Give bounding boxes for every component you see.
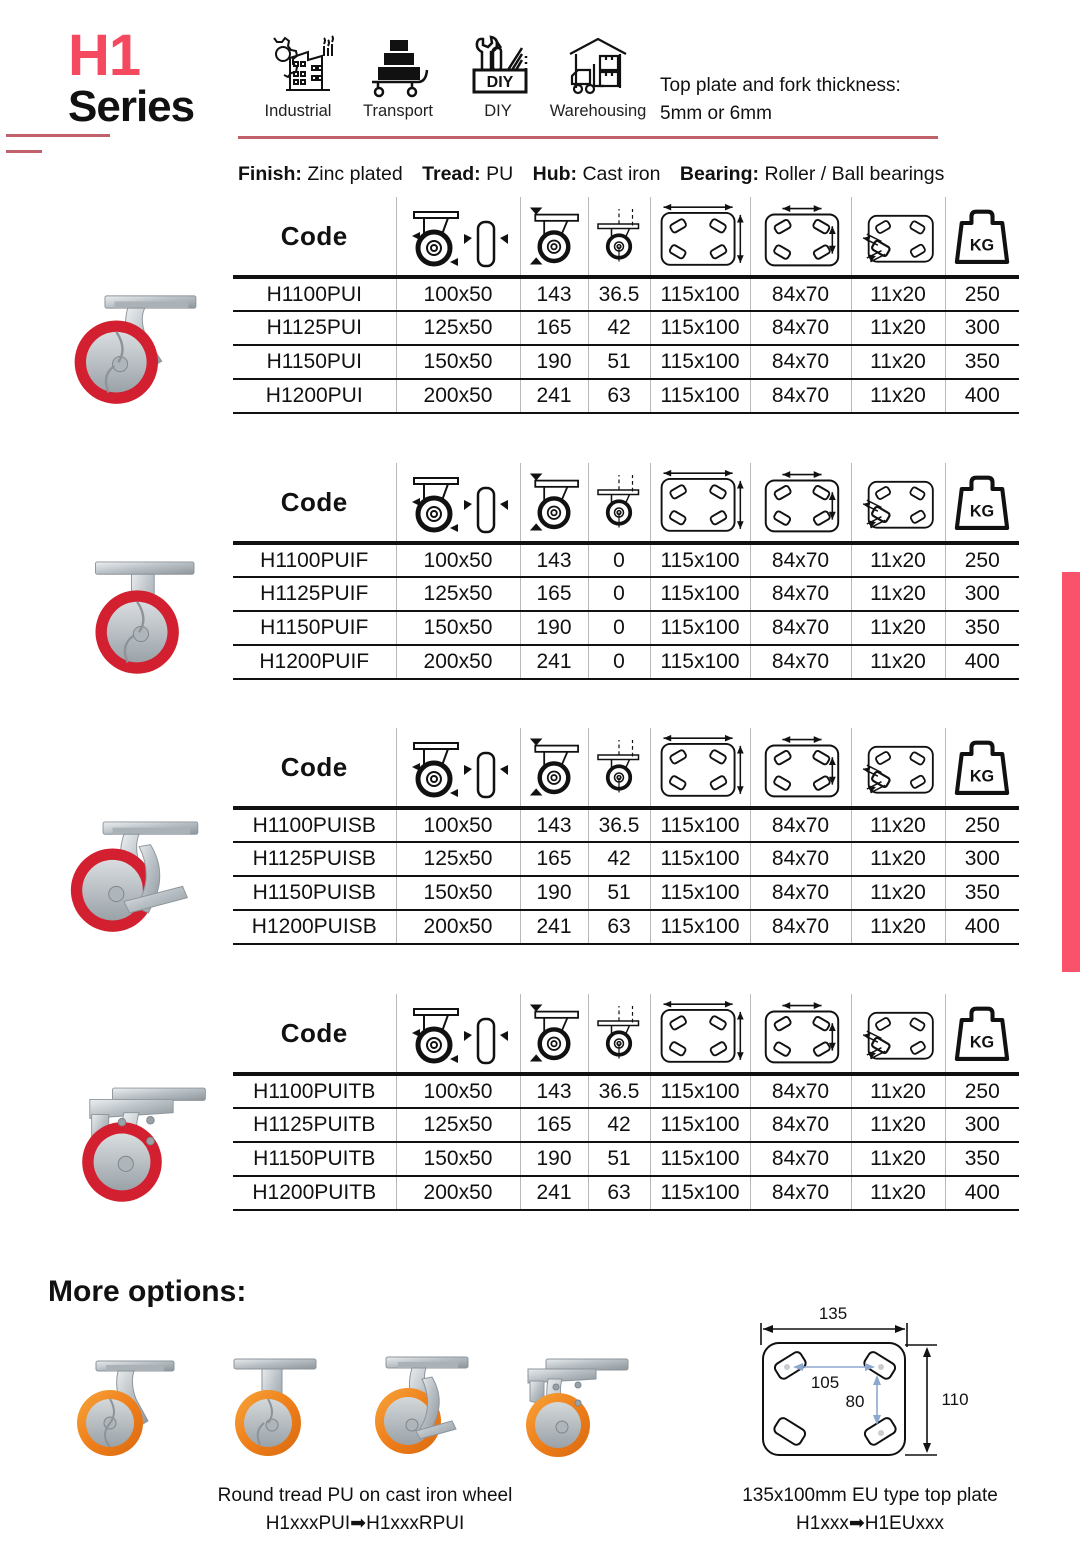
cell-top-plate: 115x100	[650, 808, 750, 842]
cell-swivel-offset: 63	[588, 1176, 650, 1210]
cell-bolt-hole: 11x20	[851, 808, 945, 842]
column-header-bolt-hole-size-icon	[851, 463, 945, 543]
table-row	[233, 543, 1019, 577]
cell-swivel-offset: 36.5	[588, 808, 650, 842]
cell-overall-height: 190	[520, 1142, 588, 1176]
cell-wheel-size: 125x50	[396, 577, 520, 611]
overall-height-icon	[521, 464, 588, 540]
top-plate-size-icon	[651, 464, 750, 540]
cell-overall-height: 143	[520, 543, 588, 577]
brand-code: H1	[68, 23, 141, 88]
cell-code: H1125PUISB	[233, 842, 396, 876]
round-tread-code-from: H1xxxPUI	[265, 1512, 351, 1534]
svg-text:KG: KG	[970, 236, 995, 255]
cell-swivel-offset: 36.5	[588, 277, 650, 311]
svg-text:DIY: DIY	[486, 74, 514, 91]
swivel-offset-icon	[589, 729, 650, 805]
spec-table-fixed	[233, 463, 1019, 680]
column-header-wheel-size-icon	[396, 994, 520, 1074]
round-tread-caption	[60, 1482, 670, 1537]
eu-plate-caption	[700, 1482, 1040, 1537]
cell-bolt-hole: 11x20	[851, 1142, 945, 1176]
table-row	[233, 1176, 1019, 1210]
spec-finish-label: Finish:	[238, 163, 302, 185]
round-tread-side-brake-photo	[375, 1357, 468, 1454]
cell-bolt-pattern: 84x70	[750, 379, 851, 413]
cell-top-plate: 115x100	[650, 1142, 750, 1176]
cell-swivel-offset: 42	[588, 1108, 650, 1142]
bolt-hole-size-icon	[852, 198, 945, 274]
cell-bolt-pattern: 84x70	[750, 277, 851, 311]
top-plate-size-icon	[651, 995, 750, 1071]
brand-rule-short	[6, 150, 42, 153]
column-header-code: Code	[280, 220, 348, 251]
eu-plate-code-from: H1xxx	[796, 1512, 849, 1534]
table-row	[233, 311, 1019, 345]
column-header-code: Code	[280, 486, 348, 517]
cell-swivel-offset: 0	[588, 645, 650, 679]
cell-bolt-pattern: 84x70	[750, 842, 851, 876]
spec-table-swivel	[233, 197, 1019, 414]
cell-swivel-offset: 0	[588, 543, 650, 577]
application-warehousing-label: Warehousing	[549, 102, 647, 120]
cell-overall-height: 190	[520, 611, 588, 645]
application-industrial-label: Industrial	[264, 102, 332, 120]
cell-wheel-size: 100x50	[396, 808, 520, 842]
bolt-hole-pattern-icon	[751, 729, 851, 805]
column-header-overall-height-icon	[520, 197, 588, 277]
spec-tread-value: PU	[486, 163, 514, 185]
brand-block	[68, 23, 238, 132]
column-header-bolt-hole-pattern-icon	[750, 728, 851, 808]
cell-swivel-offset: 0	[588, 611, 650, 645]
cell-swivel-offset: 63	[588, 910, 650, 944]
cell-top-plate: 115x100	[650, 345, 750, 379]
round-tread-code-to: H1xxxRPUI	[366, 1512, 465, 1534]
column-header-bolt-hole-pattern-icon	[750, 463, 851, 543]
round-tread-fixed-photo	[234, 1359, 316, 1456]
svg-text:KG: KG	[970, 767, 995, 786]
cell-bolt-pattern: 84x70	[750, 611, 851, 645]
table-row	[233, 645, 1019, 679]
application-icon-bar	[248, 34, 648, 121]
cell-bolt-hole: 11x20	[851, 611, 945, 645]
cell-wheel-size: 150x50	[396, 611, 520, 645]
column-header-load-capacity	[945, 994, 1019, 1074]
cell-wheel-size: 100x50	[396, 1074, 520, 1108]
spec-table-swivel-total-brake	[233, 994, 1019, 1211]
cell-swivel-offset: 36.5	[588, 1074, 650, 1108]
column-header-overall-height-icon	[520, 463, 588, 543]
load-capacity-kg-icon	[946, 466, 1020, 538]
round-tread-total-brake-photo	[526, 1359, 628, 1457]
top-plate-size-icon	[651, 198, 750, 274]
cell-overall-height: 241	[520, 1176, 588, 1210]
cell-bolt-hole: 11x20	[851, 577, 945, 611]
cell-top-plate: 115x100	[650, 277, 750, 311]
cell-bolt-hole: 11x20	[851, 876, 945, 910]
cell-load-capacity: 400	[945, 645, 1019, 679]
wheel-size-icon	[397, 995, 520, 1071]
cell-bolt-pattern: 84x70	[750, 876, 851, 910]
column-header-wheel-size-icon	[396, 463, 520, 543]
bolt-hole-pattern-icon	[751, 198, 851, 274]
svg-text:KG: KG	[970, 1033, 995, 1052]
cell-wheel-size: 200x50	[396, 910, 520, 944]
cell-bolt-hole: 11x20	[851, 379, 945, 413]
swivel-caster-photo	[50, 272, 230, 422]
diy-tools-icon	[448, 34, 548, 100]
column-header-top-plate-size-icon	[650, 463, 750, 543]
cell-top-plate: 115x100	[650, 577, 750, 611]
application-industrial	[248, 34, 348, 121]
top-plate-thickness-line2: 5mm or 6mm	[660, 102, 772, 124]
cell-top-plate: 115x100	[650, 910, 750, 944]
swivel-side-brake-caster-photo	[50, 800, 230, 950]
cell-swivel-offset: 42	[588, 311, 650, 345]
spec-table-header-row	[233, 994, 1019, 1074]
cell-swivel-offset: 51	[588, 876, 650, 910]
cell-load-capacity: 250	[945, 543, 1019, 577]
table-row	[233, 1142, 1019, 1176]
cell-wheel-size: 100x50	[396, 277, 520, 311]
cell-wheel-size: 125x50	[396, 842, 520, 876]
cell-swivel-offset: 0	[588, 577, 650, 611]
top-plate-size-icon	[651, 729, 750, 805]
cell-load-capacity: 400	[945, 910, 1019, 944]
column-header-bolt-hole-size-icon	[851, 994, 945, 1074]
column-header-bolt-hole-pattern-icon	[750, 197, 851, 277]
cell-swivel-offset: 51	[588, 345, 650, 379]
cell-code: H1200PUITB	[233, 1176, 396, 1210]
column-header-bolt-hole-pattern-icon	[750, 994, 851, 1074]
wheel-size-icon	[397, 198, 520, 274]
cell-code: H1100PUI	[233, 277, 396, 311]
cell-code: H1150PUITB	[233, 1142, 396, 1176]
application-transport	[348, 34, 448, 121]
cell-swivel-offset: 42	[588, 842, 650, 876]
cell-overall-height: 165	[520, 577, 588, 611]
cell-top-plate: 115x100	[650, 876, 750, 910]
bolt-hole-size-icon	[852, 995, 945, 1071]
cell-bolt-hole: 11x20	[851, 910, 945, 944]
application-diy-label: DIY	[484, 102, 512, 120]
round-tread-caster-photos	[60, 1345, 670, 1475]
factory-icon	[248, 34, 348, 100]
cell-overall-height: 143	[520, 1074, 588, 1108]
cell-overall-height: 241	[520, 645, 588, 679]
material-spec-line	[238, 163, 944, 186]
cell-bolt-hole: 11x20	[851, 1176, 945, 1210]
brand-rule-long	[6, 134, 110, 137]
bolt-hole-size-icon	[852, 729, 945, 805]
forklift-icon	[548, 34, 648, 100]
table-row	[233, 808, 1019, 842]
round-tread-caption-line1: Round tread PU on cast iron wheel	[217, 1485, 513, 1506]
cell-overall-height: 143	[520, 808, 588, 842]
column-header-swivel-offset-icon	[588, 197, 650, 277]
column-header-top-plate-size-icon	[650, 728, 750, 808]
column-header-overall-height-icon	[520, 994, 588, 1074]
cell-load-capacity: 250	[945, 1074, 1019, 1108]
cell-bolt-hole: 11x20	[851, 543, 945, 577]
bolt-hole-pattern-icon	[751, 995, 851, 1071]
cell-top-plate: 115x100	[650, 379, 750, 413]
column-header-load-capacity	[945, 463, 1019, 543]
eu-plate-dim-height: 110	[941, 1390, 969, 1409]
cell-overall-height: 165	[520, 311, 588, 345]
application-diy	[448, 34, 548, 121]
spec-hub-value: Cast iron	[582, 163, 661, 185]
cell-top-plate: 115x100	[650, 645, 750, 679]
column-header-swivel-offset-icon	[588, 728, 650, 808]
cell-overall-height: 241	[520, 910, 588, 944]
cell-bolt-hole: 11x20	[851, 311, 945, 345]
column-header-top-plate-size-icon	[650, 994, 750, 1074]
cell-load-capacity: 350	[945, 345, 1019, 379]
swivel-offset-icon	[589, 198, 650, 274]
cell-code: H1150PUISB	[233, 876, 396, 910]
page-header	[0, 0, 1040, 185]
cell-swivel-offset: 51	[588, 1142, 650, 1176]
cell-load-capacity: 250	[945, 808, 1019, 842]
cell-top-plate: 115x100	[650, 1074, 750, 1108]
eu-plate-code-to: H1EUxxx	[864, 1512, 944, 1534]
top-plate-thickness-note	[660, 72, 901, 127]
cell-code: H1100PUIF	[233, 543, 396, 577]
spec-table	[233, 994, 1019, 1211]
cell-bolt-hole: 11x20	[851, 1108, 945, 1142]
spec-table-swivel-side-brake	[233, 728, 1019, 945]
bolt-hole-size-icon	[852, 464, 945, 540]
cell-top-plate: 115x100	[650, 1108, 750, 1142]
cell-load-capacity: 300	[945, 842, 1019, 876]
cell-code: H1125PUIF	[233, 577, 396, 611]
column-header-load-capacity	[945, 728, 1019, 808]
table-row	[233, 842, 1019, 876]
cell-code: H1100PUISB	[233, 808, 396, 842]
cell-wheel-size: 150x50	[396, 345, 520, 379]
eu-plate-caption-line1: 135x100mm EU type top plate	[742, 1485, 998, 1506]
spec-hub-label: Hub:	[532, 163, 578, 185]
cell-bolt-pattern: 84x70	[750, 645, 851, 679]
overall-height-icon	[521, 198, 588, 274]
column-header-swivel-offset-icon	[588, 994, 650, 1074]
cell-wheel-size: 125x50	[396, 311, 520, 345]
table-row	[233, 910, 1019, 944]
top-plate-thickness-line1: Top plate and fork thickness:	[660, 75, 901, 96]
cell-bolt-pattern: 84x70	[750, 910, 851, 944]
table-row	[233, 1074, 1019, 1108]
cell-wheel-size: 200x50	[396, 645, 520, 679]
spec-bearing-label: Bearing:	[679, 163, 760, 185]
cell-code: H1125PUITB	[233, 1108, 396, 1142]
round-tread-caption-line2	[60, 1510, 670, 1538]
cell-bolt-pattern: 84x70	[750, 345, 851, 379]
cell-code: H1200PUI	[233, 379, 396, 413]
cell-overall-height: 143	[520, 277, 588, 311]
column-header-code: Code	[280, 1017, 348, 1048]
column-header-top-plate-size-icon	[650, 197, 750, 277]
page-edge-tab	[1062, 572, 1080, 972]
eu-plate-dim-bolt-x: 105	[810, 1373, 840, 1392]
application-warehousing	[548, 34, 648, 121]
more-options-title: More options:	[48, 1275, 247, 1308]
table-row	[233, 577, 1019, 611]
cell-code: H1200PUISB	[233, 910, 396, 944]
cell-overall-height: 190	[520, 876, 588, 910]
cell-overall-height: 241	[520, 379, 588, 413]
cell-load-capacity: 250	[945, 277, 1019, 311]
eu-plate-dim-width: 135	[818, 1304, 848, 1323]
cell-top-plate: 115x100	[650, 611, 750, 645]
cell-load-capacity: 300	[945, 577, 1019, 611]
column-header-bolt-hole-size-icon	[851, 728, 945, 808]
cell-bolt-pattern: 84x70	[750, 1176, 851, 1210]
brand-series: Series	[68, 82, 195, 132]
application-transport-label: Transport	[363, 102, 433, 120]
header-rule	[238, 136, 938, 139]
swivel-total-brake-caster-photo	[50, 1068, 230, 1218]
round-tread-swivel-photo	[77, 1361, 174, 1456]
table-row	[233, 345, 1019, 379]
cell-load-capacity: 400	[945, 379, 1019, 413]
cell-bolt-hole: 11x20	[851, 277, 945, 311]
more-options-photo-row	[60, 1345, 670, 1475]
spec-table	[233, 463, 1019, 680]
cell-top-plate: 115x100	[650, 842, 750, 876]
table-row	[233, 379, 1019, 413]
cell-wheel-size: 100x50	[396, 543, 520, 577]
cell-bolt-pattern: 84x70	[750, 311, 851, 345]
table-row	[233, 277, 1019, 311]
cell-code: H1200PUIF	[233, 645, 396, 679]
cell-overall-height: 190	[520, 345, 588, 379]
overall-height-icon	[521, 995, 588, 1071]
fixed-caster-photo	[50, 540, 230, 690]
cell-code: H1125PUI	[233, 311, 396, 345]
trolley-icon	[348, 34, 448, 100]
eu-plate-dim-bolt-y: 80	[845, 1392, 865, 1411]
arrow-right-icon: ➡	[848, 1512, 865, 1534]
cell-wheel-size: 200x50	[396, 379, 520, 413]
spec-finish-value: Zinc plated	[307, 163, 403, 185]
spec-bearing-value: Roller / Ball bearings	[764, 163, 945, 185]
load-capacity-kg-icon	[946, 731, 1020, 803]
cell-top-plate: 115x100	[650, 311, 750, 345]
column-header-code: Code	[280, 751, 348, 782]
cell-bolt-hole: 11x20	[851, 345, 945, 379]
cell-wheel-size: 150x50	[396, 1142, 520, 1176]
cell-bolt-hole: 11x20	[851, 1074, 945, 1108]
cell-bolt-pattern: 84x70	[750, 1108, 851, 1142]
spec-table-header-row	[233, 197, 1019, 277]
cell-bolt-pattern: 84x70	[750, 577, 851, 611]
cell-bolt-pattern: 84x70	[750, 808, 851, 842]
column-header-wheel-size-icon	[396, 197, 520, 277]
spec-tread-label: Tread:	[422, 163, 481, 185]
cell-swivel-offset: 63	[588, 379, 650, 413]
cell-wheel-size: 125x50	[396, 1108, 520, 1142]
table-row	[233, 1108, 1019, 1142]
cell-code: H1150PUI	[233, 345, 396, 379]
cell-load-capacity: 300	[945, 1108, 1019, 1142]
column-header-bolt-hole-size-icon	[851, 197, 945, 277]
cell-load-capacity: 350	[945, 876, 1019, 910]
bolt-hole-pattern-icon	[751, 464, 851, 540]
cell-code: H1100PUITB	[233, 1074, 396, 1108]
spec-table-header-row	[233, 463, 1019, 543]
cell-overall-height: 165	[520, 1108, 588, 1142]
cell-top-plate: 115x100	[650, 543, 750, 577]
wheel-size-icon	[397, 464, 520, 540]
cell-load-capacity: 300	[945, 311, 1019, 345]
cell-top-plate: 115x100	[650, 1176, 750, 1210]
cell-load-capacity: 400	[945, 1176, 1019, 1210]
arrow-right-icon: ➡	[350, 1512, 367, 1534]
wheel-size-icon	[397, 729, 520, 805]
column-header-wheel-size-icon	[396, 728, 520, 808]
swivel-offset-icon	[589, 995, 650, 1071]
spec-table	[233, 197, 1019, 414]
eu-top-plate-diagram	[715, 1295, 1025, 1480]
column-header-overall-height-icon	[520, 728, 588, 808]
cell-wheel-size: 150x50	[396, 876, 520, 910]
cell-code: H1150PUIF	[233, 611, 396, 645]
spec-table	[233, 728, 1019, 945]
spec-table-header-row	[233, 728, 1019, 808]
cell-load-capacity: 350	[945, 611, 1019, 645]
column-header-swivel-offset-icon	[588, 463, 650, 543]
load-capacity-kg-icon	[946, 997, 1020, 1069]
load-capacity-kg-icon	[946, 200, 1020, 272]
svg-text:KG: KG	[970, 502, 995, 521]
cell-load-capacity: 350	[945, 1142, 1019, 1176]
cell-overall-height: 165	[520, 842, 588, 876]
table-row	[233, 611, 1019, 645]
eu-plate-caption-line2	[700, 1510, 1040, 1538]
cell-bolt-hole: 11x20	[851, 645, 945, 679]
cell-bolt-pattern: 84x70	[750, 1142, 851, 1176]
cell-bolt-pattern: 84x70	[750, 1074, 851, 1108]
overall-height-icon	[521, 729, 588, 805]
column-header-load-capacity	[945, 197, 1019, 277]
table-row	[233, 876, 1019, 910]
swivel-offset-icon	[589, 464, 650, 540]
cell-bolt-hole: 11x20	[851, 842, 945, 876]
cell-wheel-size: 200x50	[396, 1176, 520, 1210]
cell-bolt-pattern: 84x70	[750, 543, 851, 577]
